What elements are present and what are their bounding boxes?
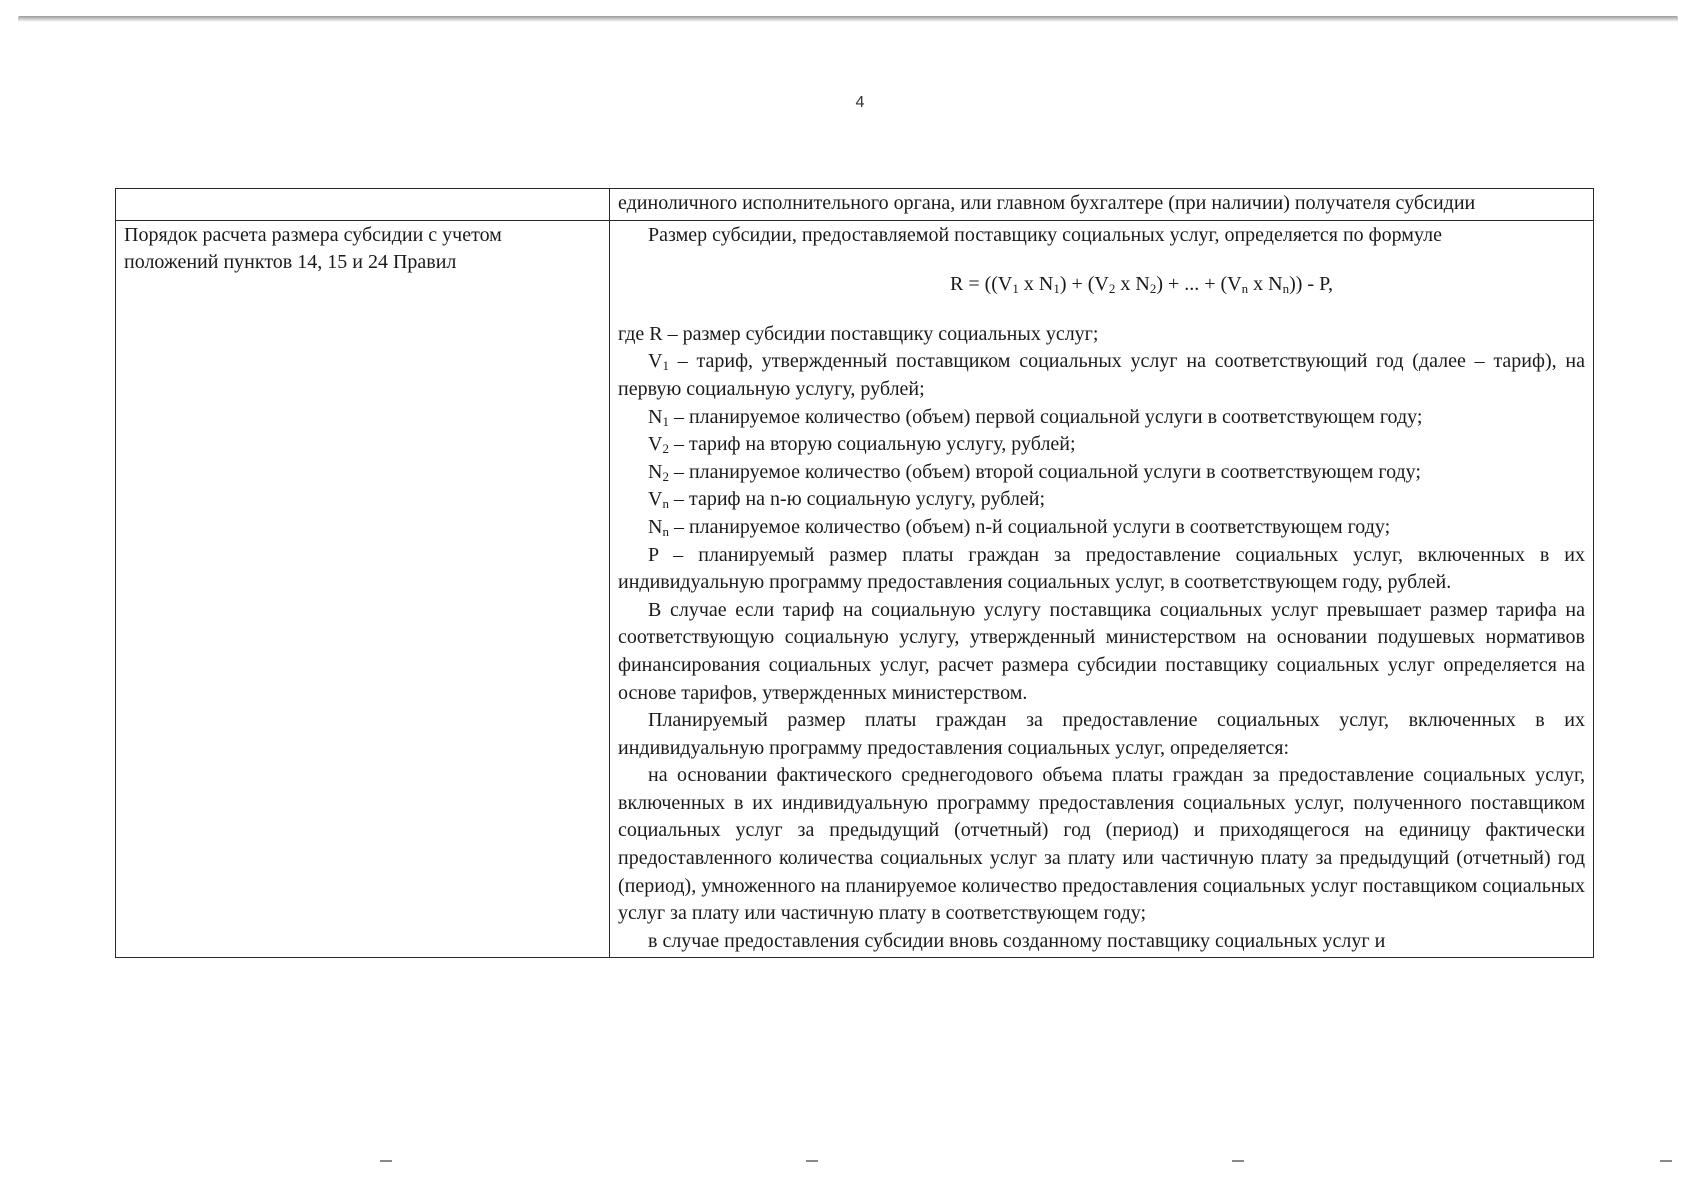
table-row <box>116 220 1594 958</box>
row1-right-cell <box>610 189 1594 221</box>
table-row <box>116 189 1594 221</box>
formula-where-r: где R – размер субсидии поставщику социальных услуг; <box>618 322 1099 345</box>
definition-n1: $N_1$ – планируемое количество (объем) первой социальной услуги в соответствующем году; <box>648 405 1423 429</box>
paragraph-new-provider: в случае предоставления субсидии вновь созданному поставщику социальных услуг и <box>648 929 1386 952</box>
scan-top-edge <box>18 16 1678 22</box>
scan-mark <box>380 1160 392 1162</box>
scan-mark <box>806 1160 818 1162</box>
row1-right-text: единоличного исполнительного органа, или главном бухгалтере (при наличии) получателя субсидии <box>618 192 1476 214</box>
definition-v2: $V_2$ – тариф на вторую социальную услугу, рублей; <box>648 433 1076 457</box>
paragraph-planned-fee: Планируемый размер платы граждан за предоставление социальных услуг, включенных в их индивидуальную программу предоставления социальных услуг, определяется: <box>618 709 1585 759</box>
definition-p: P – планируемый размер платы граждан за предоставление социальных услуг, включенных в их индивидуальную программу предоставления социальных услуг, в соответствующем году, рублей. <box>618 543 1585 594</box>
paragraph-tariff-exceeds: В случае если тариф на социальную услугу поставщика социальных услуг превышает размер тарифа на соответствующую социальную услугу, утвержденный министерством на основании подушевых нормативов финансирования социальных услуг, расчет размера субсидии поставщику социальных услуг определяется на основе тарифов, утвержденных министерством. <box>618 598 1585 704</box>
definition-vn: $V_n$ – тариф на n-ю социальную услугу, рублей; <box>648 488 1046 512</box>
row2-left-cell <box>116 220 610 958</box>
definition-nn: $N_n$ – планируемое количество (объем) n-й социальной услуги в соответствующем году; <box>648 515 1391 539</box>
row1-left-cell <box>116 189 610 221</box>
calculation-procedure-label: Порядок расчета размера субсидии с учетом положений пунктов 14, 15 и 24 Правил <box>124 223 502 274</box>
subsidy-calculation-table <box>115 188 1594 958</box>
definition-n2: $N_2$ – планируемое количество (объем) второй социальной услуги в соответствующем году; <box>648 460 1421 484</box>
scan-mark <box>1232 1160 1244 1162</box>
formula-intro: Размер субсидии, предоставляемой поставщику социальных услуг, определяется по формуле <box>648 223 1442 246</box>
definition-v1: $V_1$ – тариф, утвержденный поставщиком социальных услуг на соответствующий год (далее – тариф), на первую социальную услугу, рублей; <box>618 350 1585 400</box>
subsidy-formula: $R = ((V_1$ x $N_1) + (V_2$ x $N_2$) + ... + ($V_n$ x $N_n$)) - P, <box>949 273 1333 297</box>
row2-right-cell <box>610 220 1594 958</box>
page-number: 4 <box>855 94 865 111</box>
scan-mark <box>1660 1160 1672 1162</box>
paragraph-actual-basis: на основании фактического среднегодового объема платы граждан за предоставление социальных услуг, включенных в их индивидуальную программу предоставления социальных услуг, полученного поставщиком социальных услуг за предыдущий (отчетный) год (период) и приходящегося на единицу фактически предоставленного количества социальных услуг за плату или частичную плату за предыдущий (отчетный) год (период), умноженного на планируемое количество предоставления социальных услуг поставщиком социальных услуг за плату или частичную плату в соответствующем году; <box>618 764 1585 925</box>
